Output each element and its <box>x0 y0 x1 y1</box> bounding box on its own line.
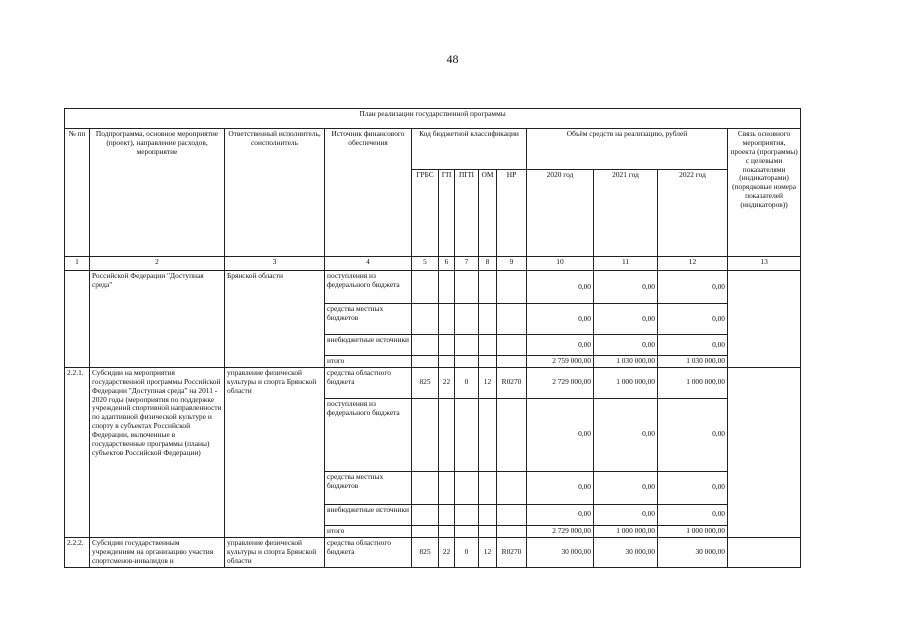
value-2022: 1 000 000,00 <box>658 367 728 398</box>
column-number: 11 <box>594 257 658 271</box>
value-2021: 30 000,00 <box>594 537 658 567</box>
header-kbk: Код бюджетной классификации <box>412 129 527 170</box>
page-number: 48 <box>446 52 459 66</box>
column-number: 4 <box>325 257 412 271</box>
header-year-2022: 2022 год <box>658 170 728 257</box>
column-number: 1 <box>65 257 90 271</box>
value-2021: 1 030 000,00 <box>594 356 658 368</box>
grbs-cell: 825 <box>412 537 439 567</box>
value-2022: 30 000,00 <box>658 537 728 567</box>
indicator-link-cell <box>728 271 801 368</box>
value-2021: 0,00 <box>594 335 658 356</box>
column-number-row <box>65 257 801 271</box>
header-gp: ГП <box>439 170 455 257</box>
column-number: 13 <box>728 257 801 271</box>
value-2020: 30 000,00 <box>527 537 594 567</box>
value-2022: 0,00 <box>658 398 728 471</box>
header-pgp: ПГП <box>455 170 479 257</box>
value-2020: 2 729 000,00 <box>527 367 594 398</box>
row-number: 2.2.2. <box>65 537 90 567</box>
value-2020: 0,00 <box>527 304 594 335</box>
value-2020: 0,00 <box>527 335 594 356</box>
source-cell: итого <box>325 525 412 537</box>
column-number: 5 <box>412 257 439 271</box>
value-2021: 1 000 000,00 <box>594 367 658 398</box>
value-2021: 0,00 <box>594 398 658 471</box>
header-no: № пп <box>65 129 90 257</box>
table-row <box>65 537 801 567</box>
subprogram-cell: Российской Федерации "Доступная среда" <box>90 271 225 368</box>
pgp-cell: 0 <box>455 367 479 398</box>
subprogram-cell: Субсидии на мероприятия государственной программы Российской Федерации "Доступная среда" на 2011 - 2020 годы (мероприятия по поддержке учреждений спортивной направленности по адаптивной физической культуре и спорту в субъектах Российской Федерации, включенные в государственные программы (планы) субъектов Российской Федерации) <box>90 367 225 537</box>
column-number: 2 <box>90 257 225 271</box>
column-number: 6 <box>439 257 455 271</box>
executor-cell: управление физической культуры и спорта Брянской области <box>225 367 325 537</box>
source-cell: средства местных бюджетов <box>325 304 412 335</box>
source-cell: средства местных бюджетов <box>325 471 412 504</box>
nr-cell: R0270 <box>497 537 527 567</box>
value-2021: 0,00 <box>594 271 658 304</box>
column-number: 12 <box>658 257 728 271</box>
value-2020: 2 759 000,00 <box>527 356 594 368</box>
column-number: 10 <box>527 257 594 271</box>
value-2021: 0,00 <box>594 304 658 335</box>
value-2022: 1 030 000,00 <box>658 356 728 368</box>
value-2022: 0,00 <box>658 471 728 504</box>
indicator-link-cell <box>728 537 801 567</box>
header-volume: Объём средств на реализацию, рублей <box>527 129 728 170</box>
value-2021: 0,00 <box>594 471 658 504</box>
row-number <box>65 271 90 368</box>
gp-cell: 22 <box>439 537 455 567</box>
source-cell: внебюджетные источники <box>325 335 412 356</box>
grbs-cell: 825 <box>412 367 439 398</box>
source-cell: внебюджетные источники <box>325 504 412 525</box>
pgp-cell: 0 <box>455 537 479 567</box>
value-2022: 1 000 000,00 <box>658 525 728 537</box>
source-cell: средства областного бюджета <box>325 367 412 398</box>
source-cell: итого <box>325 356 412 368</box>
header-link: Связь основного мероприятия, проекта (программы) с целевыми показателями (индикаторами) (порядковые номера показателей (индикаторов)) <box>728 129 801 257</box>
header-om: ОМ <box>479 170 497 257</box>
executor-cell: управление физической культуры и спорта Брянской области <box>225 537 325 567</box>
header-source: Источник финансового обеспечения <box>325 129 412 257</box>
row-number: 2.2.1. <box>65 367 90 537</box>
header-year-2020: 2020 год <box>527 170 594 257</box>
table-row <box>65 271 801 304</box>
source-cell: средства областного бюджета <box>325 537 412 567</box>
value-2022: 0,00 <box>658 335 728 356</box>
value-2022: 0,00 <box>658 271 728 304</box>
om-cell: 12 <box>479 367 497 398</box>
value-2020: 2 729 000,00 <box>527 525 594 537</box>
column-number: 9 <box>497 257 527 271</box>
gp-cell: 22 <box>439 367 455 398</box>
value-2021: 1 000 000,00 <box>594 525 658 537</box>
om-cell: 12 <box>479 537 497 567</box>
column-number: 3 <box>225 257 325 271</box>
column-number: 8 <box>479 257 497 271</box>
value-2022: 0,00 <box>658 304 728 335</box>
value-2020: 0,00 <box>527 504 594 525</box>
header-year-2021: 2021 год <box>594 170 658 257</box>
value-2020: 0,00 <box>527 398 594 471</box>
header-executor: Ответственный исполнитель, соисполнитель <box>225 129 325 257</box>
nr-cell: R0270 <box>497 367 527 398</box>
header-subprogram: Подпрограмма, основное мероприятие (проект), направление расходов, мероприятие <box>90 129 225 257</box>
value-2021: 0,00 <box>594 504 658 525</box>
header-grbs: ГРБС <box>412 170 439 257</box>
value-2022: 0,00 <box>658 504 728 525</box>
source-cell: поступления из федерального бюджета <box>325 271 412 304</box>
column-number: 7 <box>455 257 479 271</box>
value-2020: 0,00 <box>527 471 594 504</box>
header-nr: НР <box>497 170 527 257</box>
table-row <box>65 367 801 398</box>
indicator-link-cell <box>728 367 801 537</box>
plan-table <box>64 108 801 568</box>
executor-cell: Брянской области <box>225 271 325 368</box>
table-title: План реализации государственной программы <box>65 109 801 129</box>
subprogram-cell: Субсидии государственным учреждениям на организацию участия спортсменов-инвалидов и <box>90 537 225 567</box>
value-2020: 0,00 <box>527 271 594 304</box>
source-cell: поступления из федерального бюджета <box>325 398 412 471</box>
